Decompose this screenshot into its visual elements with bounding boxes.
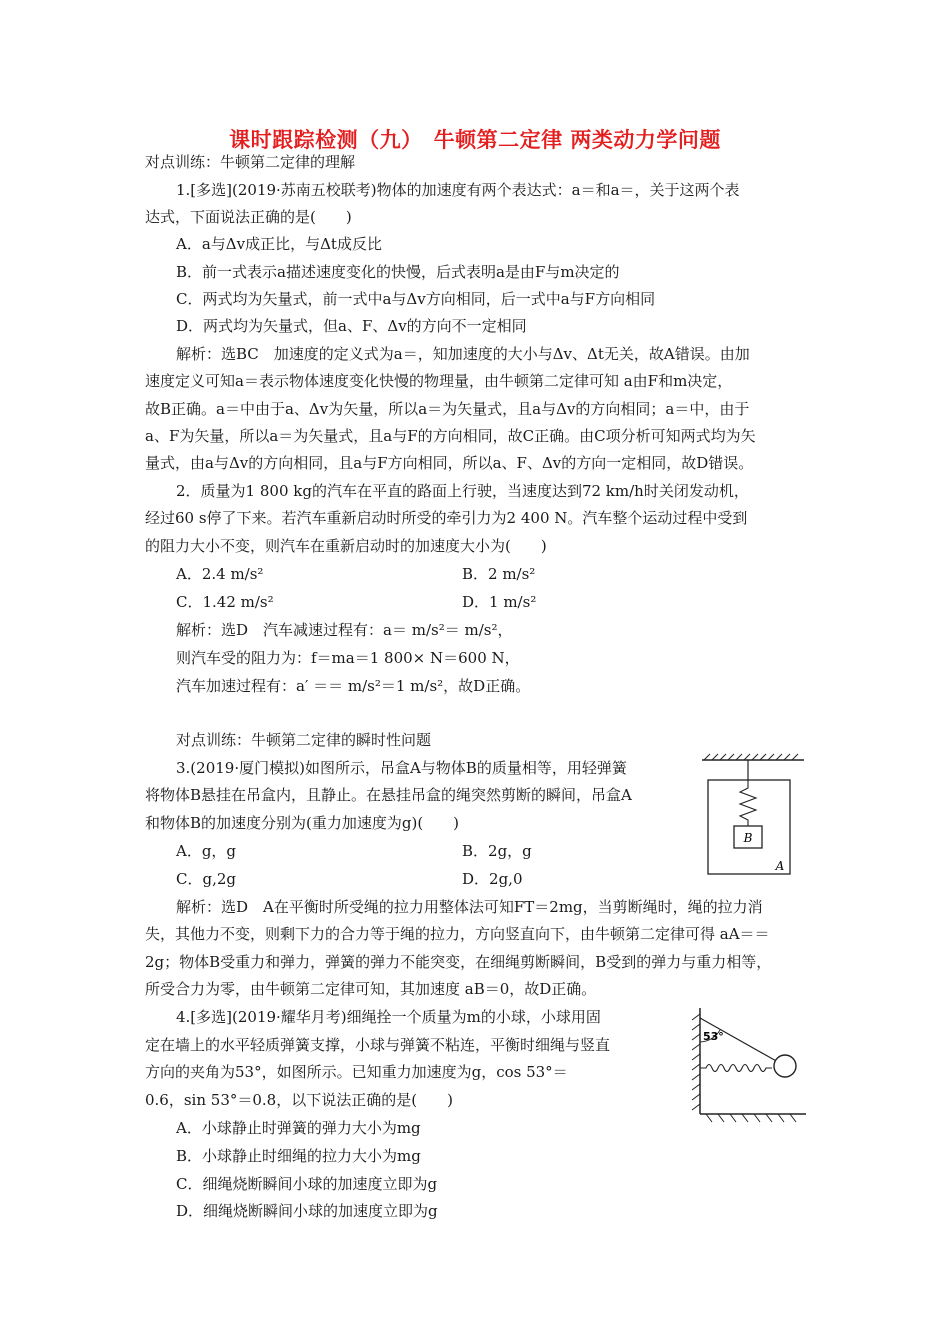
q2-option-d: D．1 m/s² [462, 593, 537, 611]
q2-option-a: A．2.4 m/s² [176, 565, 264, 583]
q4-option-b: B．小球静止时细绳的拉力大小为mg [176, 1147, 421, 1165]
q2-solution-line2: 则汽车受的阻力为：f＝ma＝1 800× N＝600 N， [176, 649, 520, 667]
section-heading-1: 对点训练：牛顿第二定律的理解 [145, 153, 356, 171]
q3-option-c: C．g,2g [176, 870, 236, 888]
q3-solution-line1: 解析：选D A在平衡时所受绳的拉力用整体法可知FT＝2mg，当剪断绳时，绳的拉力消 [176, 898, 763, 916]
q3-option-a: A．g，g [176, 842, 237, 860]
hanging-box-diagram [698, 752, 808, 882]
spring-ball-diagram [686, 1004, 816, 1126]
q2-stem-line3: 的阻力大小不变，则汽车在重新启动时的加速度大小为( ) [145, 537, 547, 555]
q4-stem-line2: 定在墙上的水平轻质弹簧支撑，小球与弹簧不粘连，平衡时细绳与竖直 [145, 1036, 611, 1054]
q1-solution-line1: 解析：选BC 加速度的定义式为a＝，知加速度的大小与Δv、Δt无关，故A错误。由加 [176, 345, 750, 363]
q3-solution-line4: 所受合力为零，由牛顿第二定律可知，其加速度 aB＝0，故D正确。 [145, 980, 597, 998]
q4-stem-line3: 方向的夹角为53°，如图所示。已知重力加速度为g，cos 53°＝ [145, 1063, 568, 1081]
section-heading-2: 对点训练：牛顿第二定律的瞬时性问题 [176, 731, 432, 749]
q3-stem-line3: 和物体B的加速度分别为(重力加速度为g)( ) [145, 814, 460, 832]
q2-stem-line1: 2．质量为1 800 kg的汽车在平直的路面上行驶，当速度达到72 km/h时关闭发动机， [176, 482, 749, 500]
q3-solution-line2: 失，其他力不变，则剩下力的合力等于绳的拉力，方向竖直向下，由牛顿第二定律可得 aA＝＝ [145, 925, 770, 943]
q3-option-b: B．2g，g [462, 842, 532, 860]
box-b-label: B [743, 831, 753, 845]
q4-option-c: C．细绳烧断瞬间小球的加速度立即为g [176, 1175, 438, 1193]
q2-stem-line2: 经过60 s停了下来。若汽车重新启动时所受的牵引力为2 400 N。汽车整个运动过程中受到 [145, 509, 748, 527]
box-a-label: A [775, 859, 785, 873]
q3-stem-line1: 3.(2019·厦门模拟)如图所示，吊盒A与物体B的质量相等，用轻弹簧 [176, 759, 627, 777]
q1-option-a: A．a与Δv成正比，与Δt成反比 [176, 235, 382, 253]
q1-option-c: C．两式均为矢量式，前一式中a与Δv方向相同，后一式中a与F方向相同 [176, 290, 656, 308]
q3-stem-line2: 将物体B悬挂在吊盒内，且静止。在悬挂吊盒的绳突然剪断的瞬间，吊盒A [145, 786, 632, 804]
page-title: 课时跟踪检测（九） 牛顿第二定律 两类动力学问题 [229, 128, 721, 152]
q1-option-b: B．前一式表示a描述速度变化的快慢，后式表明a是由F与m决定的 [176, 263, 620, 281]
q4-option-d: D．细绳烧断瞬间小球的加速度立即为g [176, 1202, 438, 1220]
q4-stem-line1: 4.[多选](2019·耀华月考)细绳拴一个质量为m的小球，小球用固 [176, 1008, 601, 1026]
q1-stem-line2: 达式，下面说法正确的是( ) [145, 208, 352, 226]
q1-stem-line1: 1.[多选](2019·苏南五校联考)物体的加速度有两个表达式：a＝和a＝，关于这两个表 [176, 181, 740, 199]
q2-solution-line1: 解析：选D 汽车减速过程有：a＝ m/s²＝ m/s²， [176, 621, 513, 639]
q2-option-b: B．2 m/s² [462, 565, 536, 583]
q3-option-d: D．2g,0 [462, 870, 523, 888]
angle-label: 53° [703, 1030, 724, 1043]
q1-option-d: D．两式均为矢量式，但a、F、Δv的方向不一定相同 [176, 317, 527, 335]
q4-option-a: A．小球静止时弹簧的弹力大小为mg [176, 1119, 421, 1137]
q2-solution-line3: 汽车加速过程有：a′ ＝＝ m/s²＝1 m/s²，故D正确。 [176, 677, 531, 695]
q3-solution-line3: 2g；物体B受重力和弹力，弹簧的弹力不能突变，在细绳剪断瞬间，B受到的弹力与重力相等， [145, 953, 772, 971]
q1-solution-line2: 速度定义可知a＝表示物体速度变化快慢的物理量，由牛顿第二定律可知 a由F和m决定， [145, 372, 733, 390]
q1-solution-line4: a、F为矢量，所以a＝为矢量式，且a与F的方向相同，故C正确。由C项分析可知两式均为矢 [145, 427, 756, 445]
q1-solution-line5: 量式，由a与Δv的方向相同，且a与F方向相同，所以a、F、Δv的方向一定相同，故D错误。 [145, 454, 754, 472]
q2-option-c: C．1.42 m/s² [176, 593, 274, 611]
q4-stem-line4: 0.6，sin 53°＝0.8，以下说法正确的是( ) [145, 1091, 453, 1109]
q1-solution-line3: 故B正确。a＝中由于a、Δv为矢量，所以a＝为矢量式，且a与Δv的方向相同；a＝中，由于 [145, 400, 750, 418]
